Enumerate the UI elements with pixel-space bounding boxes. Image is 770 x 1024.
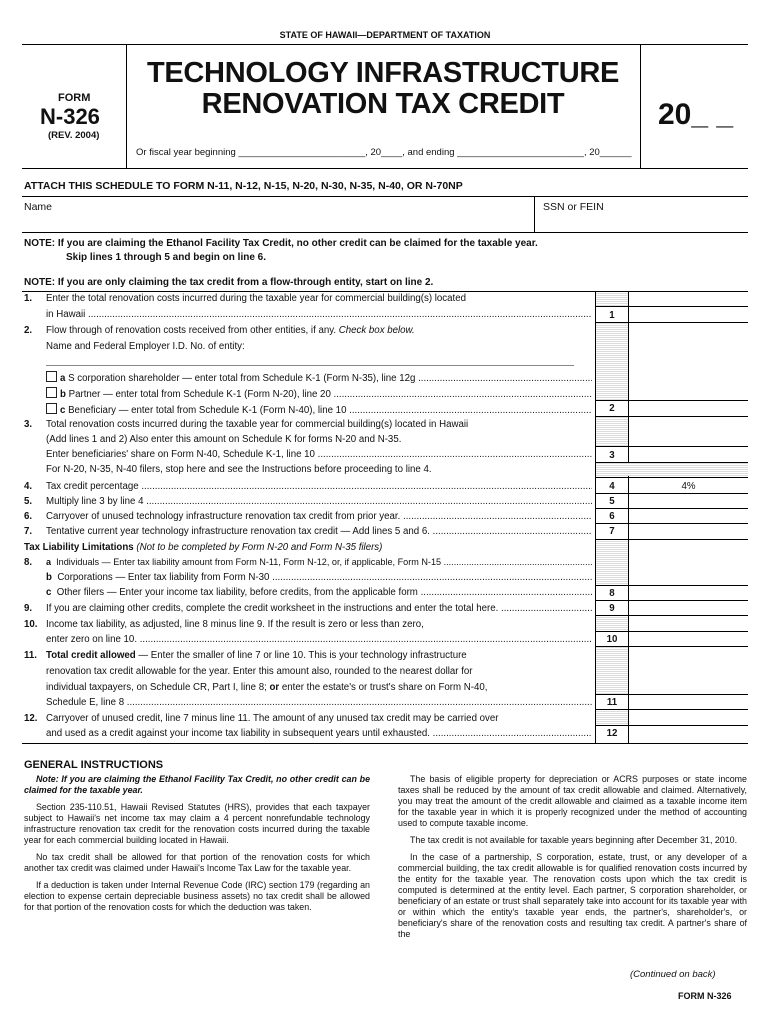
line-text: Corporations — Enter tax liability from Form N-30	[57, 572, 270, 583]
row-border	[595, 694, 748, 695]
name-field[interactable]	[24, 214, 532, 228]
row-border	[595, 523, 748, 524]
note-ethanol: NOTE: If you are claiming the Ethanol Facility Tax Credit, no other credit can be claimed for the taxable year.	[24, 238, 538, 249]
instructions-paragraph: In the case of a partnership, S corporation, estate, trust, or any developer of a commercial building, the tax credit allowable is for qualified renovation costs incurred by the entity for the taxable year. The renovation costs upon which the tax credit is computed is determined at the entity level. Each partner, S corporation shareholder, or beneficiary of an estate or trust shall separately take into account for its taxable year with or within which the entity's taxable year ends, the partner's, shareholder's, or beneficiary's share of the renovation costs and resulting tax credit. A partner's share of the	[398, 852, 747, 939]
row-border	[595, 306, 748, 307]
line-1-cont	[24, 309, 592, 324]
line-5	[24, 496, 592, 511]
line-text: Name and Federal Employer I.D. No. of entity:	[46, 341, 245, 352]
line-text: Beneficiary — enter total from Schedule K-1 (Form N-40), line 10	[68, 405, 347, 416]
row-border	[595, 725, 748, 726]
amount-field-2[interactable]	[629, 400, 748, 416]
name-label: Name	[24, 201, 53, 213]
line-text-italic: Check box below.	[338, 325, 415, 336]
divider	[534, 196, 535, 232]
form-number: N-326	[40, 104, 100, 129]
checkbox-2b[interactable]	[46, 387, 57, 398]
note-ethanol-skip: Skip lines 1 through 5 and begin on line 6.	[66, 252, 267, 263]
instructions-paragraph: No tax credit shall be allowed for that portion of the renovation costs for which another tax credit was claimed under Hawaii's Income Tax Law for the taxable year.	[24, 852, 370, 873]
amount-field-7[interactable]	[629, 523, 748, 539]
line-3-cont	[24, 449, 592, 464]
line-1	[24, 293, 592, 308]
line-text: Carryover of unused credit, line 7 minus line 11. The amount of any unused tax credit may be carried over	[46, 713, 499, 724]
line-text-bold: Total credit allowed	[46, 650, 136, 661]
attach-instruction: ATTACH THIS SCHEDULE TO FORM N-11, N-12, N-15, N-20, N-30, N-35, N-40, OR N-70NP	[24, 180, 463, 192]
line-3-cont	[24, 434, 592, 449]
row-border	[595, 600, 748, 601]
line-11	[24, 650, 592, 665]
line-text: renovation tax credit allowable for the year. Enter this amount also, rounded to the nearest dollar for	[46, 666, 473, 677]
line-6	[24, 511, 592, 526]
ssn-fein-field[interactable]	[540, 214, 746, 228]
line-text: and used as a credit against your income tax liability in subsequent years until exhausted. .....	[46, 728, 592, 739]
line-2b	[24, 387, 592, 402]
note-flow-through: NOTE: If you are only claiming the tax credit from a flow-through entity, start on line 2.	[24, 277, 434, 288]
shaded-cell	[596, 540, 628, 584]
line-7	[24, 526, 592, 541]
instructions-paragraph: Section 235-110.51, Hawaii Revised Statutes (HRS), provides that each taxpayer subject to Hawaii's net income tax may claim a 4 percent nonrefundable technology infrastructure renovation tax credit for the renovation costs incurred during the taxable year for each commercial building located in Hawaii.	[24, 802, 370, 845]
tax-liability-heading	[24, 542, 592, 557]
shaded-cell	[596, 322, 628, 400]
row-border	[595, 462, 748, 463]
line-8a	[24, 557, 592, 572]
checkbox-2a[interactable]	[46, 371, 57, 382]
amount-field-5[interactable]	[629, 493, 748, 508]
line-number-label: 6.	[24, 511, 33, 522]
divider	[22, 291, 748, 292]
row-border	[595, 585, 748, 586]
line-number-label: 3.	[24, 419, 33, 430]
shaded-cell	[596, 462, 748, 476]
instructions-paragraph: The basis of eligible property for depreciation or ACRS purposes or state income taxes shall be reduced by the amount of tax credit allowable and claimed. Alternatively, you may treat the amount of the credit allowable and claimed as a taxable income item for the taxable year in which it is properly recognized under the method of accounting used to compute taxable income.	[398, 774, 747, 828]
line-number-label: 4.	[24, 481, 33, 492]
divider	[640, 44, 641, 168]
line-box-number: 7	[609, 526, 615, 537]
line-box-number: 11	[606, 697, 618, 708]
line-2a	[24, 371, 592, 386]
line-text: Total renovation costs incurred during the taxable year for commercial building(s) located in Hawaii	[46, 419, 469, 430]
line-box-number: 8	[609, 588, 615, 599]
shaded-cell	[596, 616, 628, 630]
line-9	[24, 603, 592, 618]
amount-field-1[interactable]	[629, 307, 748, 322]
option-letter: c	[60, 405, 66, 416]
line-11-cont	[24, 697, 592, 712]
row-border	[595, 631, 748, 632]
tax-year[interactable]: 20_ _	[658, 98, 734, 131]
divider	[22, 232, 748, 233]
section-note: (Not to be completed by Form N-20 and Form N-35 filers)	[136, 542, 383, 553]
line-text: S corporation shareholder — enter total from Schedule K-1 (Form N-35), line 12g	[68, 373, 416, 384]
line-number-label: 5.	[24, 496, 33, 507]
line-text: Enter the total renovation costs incurred during the taxable year for commercial building(s) located	[46, 293, 467, 304]
line-box-number: 2	[609, 403, 615, 414]
line-text: Tax credit percentage .....	[46, 481, 592, 492]
line-number-label: 11.	[24, 650, 37, 661]
line-text: Enter beneficiaries' share on Form N-40, Schedule K-1, line 10 .....	[46, 449, 592, 460]
row-border	[595, 539, 748, 540]
line-text: individual taxpayers, on Schedule CR, Part I, line 8;	[46, 682, 267, 693]
instructions-paragraph: The tax credit is not available for taxable years beginning after December 31, 2010.	[410, 835, 738, 845]
amount-field-6[interactable]	[629, 508, 748, 523]
line-box-number: 5	[609, 496, 615, 507]
shaded-cell	[596, 646, 628, 694]
form-title-line2: RENOVATION TAX CREDIT	[201, 88, 565, 120]
option-letter: b	[60, 389, 66, 400]
shaded-cell	[596, 710, 628, 724]
line-text: For N-20, N-35, N-40 filers, stop here and see the Instructions before proceeding to line 4.	[46, 464, 432, 475]
line-3-note	[24, 464, 592, 479]
line-2-entity	[24, 341, 592, 356]
line-number-label: 7.	[24, 526, 33, 537]
amount-field-9[interactable]	[629, 600, 748, 615]
form-label: FORM	[58, 92, 91, 104]
line-text: enter the estate's or trust's share on Form N-40,	[281, 682, 488, 693]
line-text: Income tax liability, as adjusted, line 8 minus line 9. If the result is zero or less than zero,	[46, 619, 424, 630]
agency-header: STATE OF HAWAII—DEPARTMENT OF TAXATION	[279, 30, 491, 40]
divider	[22, 743, 748, 744]
line-box-number: 12	[606, 728, 618, 739]
line-text: Carryover of unused technology infrastructure renovation tax credit from prior year. .....	[46, 511, 592, 522]
line-number-label: 9.	[24, 603, 33, 614]
footer-form-number: FORM N-326	[678, 991, 732, 1001]
line-number-label: 8.	[24, 557, 33, 568]
general-instructions-heading: GENERAL INSTRUCTIONS	[24, 759, 164, 771]
line-text: Partner — enter total from Schedule K-1 (Form N-20), line 20	[68, 389, 331, 400]
line-box-number: 6	[609, 511, 615, 522]
row-border	[595, 400, 748, 401]
continued-on-back: (Continued on back)	[630, 969, 716, 980]
row-border	[595, 493, 748, 494]
line-number-label: 12.	[24, 713, 38, 724]
entity-name-field[interactable]	[46, 365, 574, 366]
line-2	[24, 325, 592, 340]
form-title-line1: TECHNOLOGY INFRASTRUCTURE	[146, 57, 620, 89]
amount-field-10[interactable]	[629, 631, 748, 646]
ssn-fein-label: SSN or FEIN	[543, 201, 604, 213]
line-box-number: 9	[609, 603, 615, 614]
divider	[22, 196, 748, 197]
line-3	[24, 419, 592, 434]
line-8c	[24, 587, 592, 602]
line-11-cont	[24, 666, 592, 681]
amount-field-3[interactable]	[629, 446, 748, 462]
instructions-left-column	[24, 774, 370, 919]
row-border	[595, 709, 748, 710]
section-title: Tax Liability Limitations	[24, 542, 134, 553]
amount-field-12[interactable]	[629, 725, 748, 742]
line-text-bold: or	[269, 682, 280, 693]
fiscal-year-field[interactable]: Or fiscal year beginning ________________________, 20____, and ending ________________________, 20______	[136, 147, 632, 158]
line-text: enter zero on line 10. .....	[46, 634, 592, 645]
instructions-right-column	[398, 774, 747, 946]
line-text: Individuals — Enter tax liability amount from Form N-11, Form N-12, or, if applicable, Form N-15	[56, 557, 442, 567]
line-2c	[24, 403, 592, 418]
option-letter: a	[46, 557, 52, 567]
divider	[22, 168, 748, 169]
row-border	[595, 477, 748, 478]
row-border	[595, 322, 748, 323]
line-text: — Enter the smaller of line 7 or line 10. This is your technology infrastructure	[138, 650, 467, 661]
row-border	[595, 416, 748, 417]
line-box-number: 4	[609, 481, 615, 492]
line-box-number: 1	[609, 310, 615, 321]
shaded-cell	[596, 292, 628, 306]
checkbox-2c[interactable]	[46, 403, 57, 414]
instructions-note: Note: If you are claiming the Ethanol Facility Tax Credit, no other credit can be claimed for the taxable year.	[24, 774, 370, 795]
form-revision: (REV. 2004)	[48, 130, 100, 141]
line-12	[24, 713, 592, 728]
line-text: in Hawaii .....	[46, 309, 592, 320]
instructions-paragraph: If a deduction is taken under Internal Revenue Code (IRC) section 179 (regarding an election to expense certain depreciable business assets) no tax credit shall be allowed for that portion of the renovation costs for which the deduction was taken.	[24, 880, 370, 912]
option-letter: a	[60, 373, 66, 384]
line-4	[24, 481, 592, 496]
line-text: (Add lines 1 and 2) Also enter this amount on Schedule K for forms N-20 and N-35.	[46, 434, 402, 445]
row-border	[595, 508, 748, 509]
line-text: Multiply line 3 by line 4 .....	[46, 496, 592, 507]
line-number-label: 1.	[24, 293, 33, 304]
shaded-cell	[596, 416, 628, 446]
amount-field-11[interactable]	[629, 694, 748, 709]
line-box-number: 10	[606, 634, 618, 645]
line-number-label: 2.	[24, 325, 33, 336]
line-10	[24, 619, 592, 634]
row-border	[595, 646, 748, 647]
amount-field-8[interactable]	[629, 585, 748, 600]
line-text: If you are claiming other credits, complete the credit worksheet in the instructions and enter the total here. .....	[46, 603, 592, 614]
line-text: Tentative current year technology infrastructure renovation tax credit — Add lines 5 and 6. .....	[46, 526, 592, 537]
line-box-number: 3	[609, 450, 615, 461]
line-4-amount: 4%	[681, 481, 696, 492]
line-10-cont	[24, 634, 592, 649]
line-12-cont	[24, 728, 592, 743]
line-11-cont	[24, 682, 592, 697]
line-text: Other filers — Enter your income tax liability, before credits, from the applicable form	[56, 587, 418, 598]
row-border	[595, 446, 748, 447]
row-border	[595, 615, 748, 616]
line-8b	[24, 572, 592, 587]
option-letter: b	[46, 572, 52, 583]
option-letter: c	[46, 587, 52, 598]
line-number-label: 10.	[24, 619, 38, 630]
line-text: Flow through of renovation costs received from other entities, if any.	[46, 325, 337, 336]
line-text: Schedule E, line 8 .....	[46, 697, 592, 708]
